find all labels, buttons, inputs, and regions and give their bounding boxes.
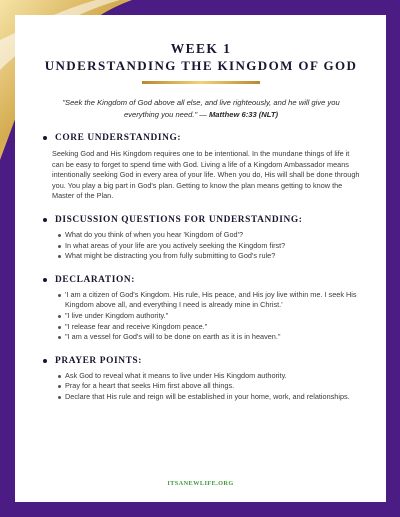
declaration-list	[41, 290, 361, 343]
declaration-heading-text: DECLARATION:	[55, 274, 135, 285]
list-item: What might be distracting you from fully submitting to God's rule?	[65, 251, 361, 262]
footer-website-link[interactable]: ITSANEWLIFE.ORG	[167, 480, 234, 487]
discussion-list	[41, 230, 361, 262]
list-item: "I live under Kingdom authority."	[65, 311, 361, 322]
bullet-icon	[43, 278, 47, 282]
prayer-list	[41, 371, 361, 403]
list-item: Ask God to reveal what it means to live under His Kingdom authority.	[65, 371, 361, 382]
quote-reference: Matthew 6:33 (NLT)	[208, 109, 279, 119]
title-text: UNDERSTANDING THE KINGDOM OF GOD	[44, 58, 358, 73]
core-body: Seeking God and His Kingdom requires one to be intentional. In the mundane things of life it can be easy to forget to spend time with God. Living a life of a Kingdom Ambassador means intentionally seeking God in every area of your life. When you do, His will shall be done through you. You play a big part in God's plan. Getting to know the plan means getting to know the Master of the Plan.	[52, 149, 360, 201]
list-item: Declare that His rule and reign will be established in your home, work, and relationships.	[65, 392, 361, 403]
list-item: What do you think of when you hear 'Kingdom of God'?	[65, 230, 361, 241]
bullet-icon	[43, 218, 47, 222]
list-item: 'I am a citizen of God's Kingdom. His rule, His peace, and His joy live within me. I seek His Kingdom above all, and everything I need is already mine in Christ.'	[65, 290, 361, 311]
page-title	[41, 40, 361, 74]
scripture-quote	[41, 97, 361, 120]
discussion-section	[41, 215, 361, 262]
core-understanding-section	[41, 133, 361, 202]
prayer-heading-text: PRAYER POINTS:	[55, 355, 142, 366]
core-heading-text: CORE UNDERSTANDING:	[55, 133, 182, 143]
worksheet-page	[15, 15, 386, 502]
list-item: "I am a vessel for God's will to be done on earth as it is in heaven."	[65, 332, 361, 343]
bullet-icon	[43, 136, 47, 140]
prayer-heading	[41, 356, 361, 366]
bullet-icon	[43, 359, 47, 363]
gold-divider	[142, 81, 260, 84]
list-item: In what areas of your life are you actively seeking the Kingdom first?	[65, 241, 361, 252]
core-heading	[41, 133, 361, 143]
declaration-section	[41, 275, 361, 343]
week-label: WEEK 1	[170, 41, 232, 56]
list-item: Pray for a heart that seeks Him first above all things.	[65, 381, 361, 392]
quote-text: "Seek the Kingdom of God above all else, and live righteously, and he will give you everything you need." —	[62, 98, 340, 119]
list-item: "I release fear and receive Kingdom peace."	[65, 322, 361, 333]
prayer-section	[41, 356, 361, 403]
discussion-heading-text: DISCUSSION QUESTIONS FOR UNDERSTANDING:	[55, 214, 303, 225]
discussion-heading	[41, 215, 361, 225]
declaration-heading	[41, 275, 361, 285]
